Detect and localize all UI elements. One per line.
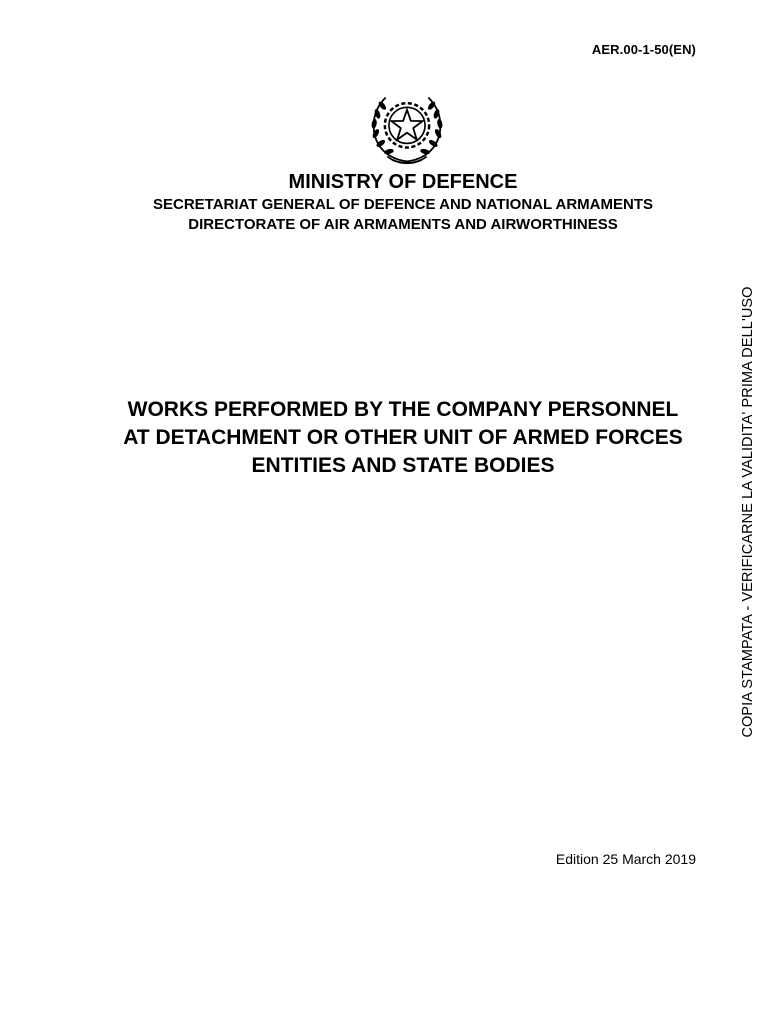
printed-copy-watermark: COPIA STAMPATA - VERIFICARNE LA VALIDITA' PRIMA DELL'USO — [740, 286, 756, 738]
document-title: WORKS PERFORMED BY THE COMPANY PERSONNEL AT DETACHMENT OR OTHER UNIT OF ARMED FORCES ENTITIES AND STATE BODIES — [123, 398, 683, 477]
issuing-authority — [100, 170, 706, 235]
secretariat-name: SECRETARIAT GENERAL OF DEFENCE AND NATIONAL ARMAMENTS — [152, 196, 653, 213]
document-code: AER.00-1-50(EN) — [591, 42, 696, 57]
edition-date: Edition 25 March 2019 — [555, 851, 696, 867]
italian-republic-emblem-icon — [366, 86, 448, 168]
ministry-name: MINISTRY OF DEFENCE — [288, 171, 518, 193]
directorate-name: DIRECTORATE OF AIR ARMAMENTS AND AIRWORTHINESS — [188, 216, 618, 233]
